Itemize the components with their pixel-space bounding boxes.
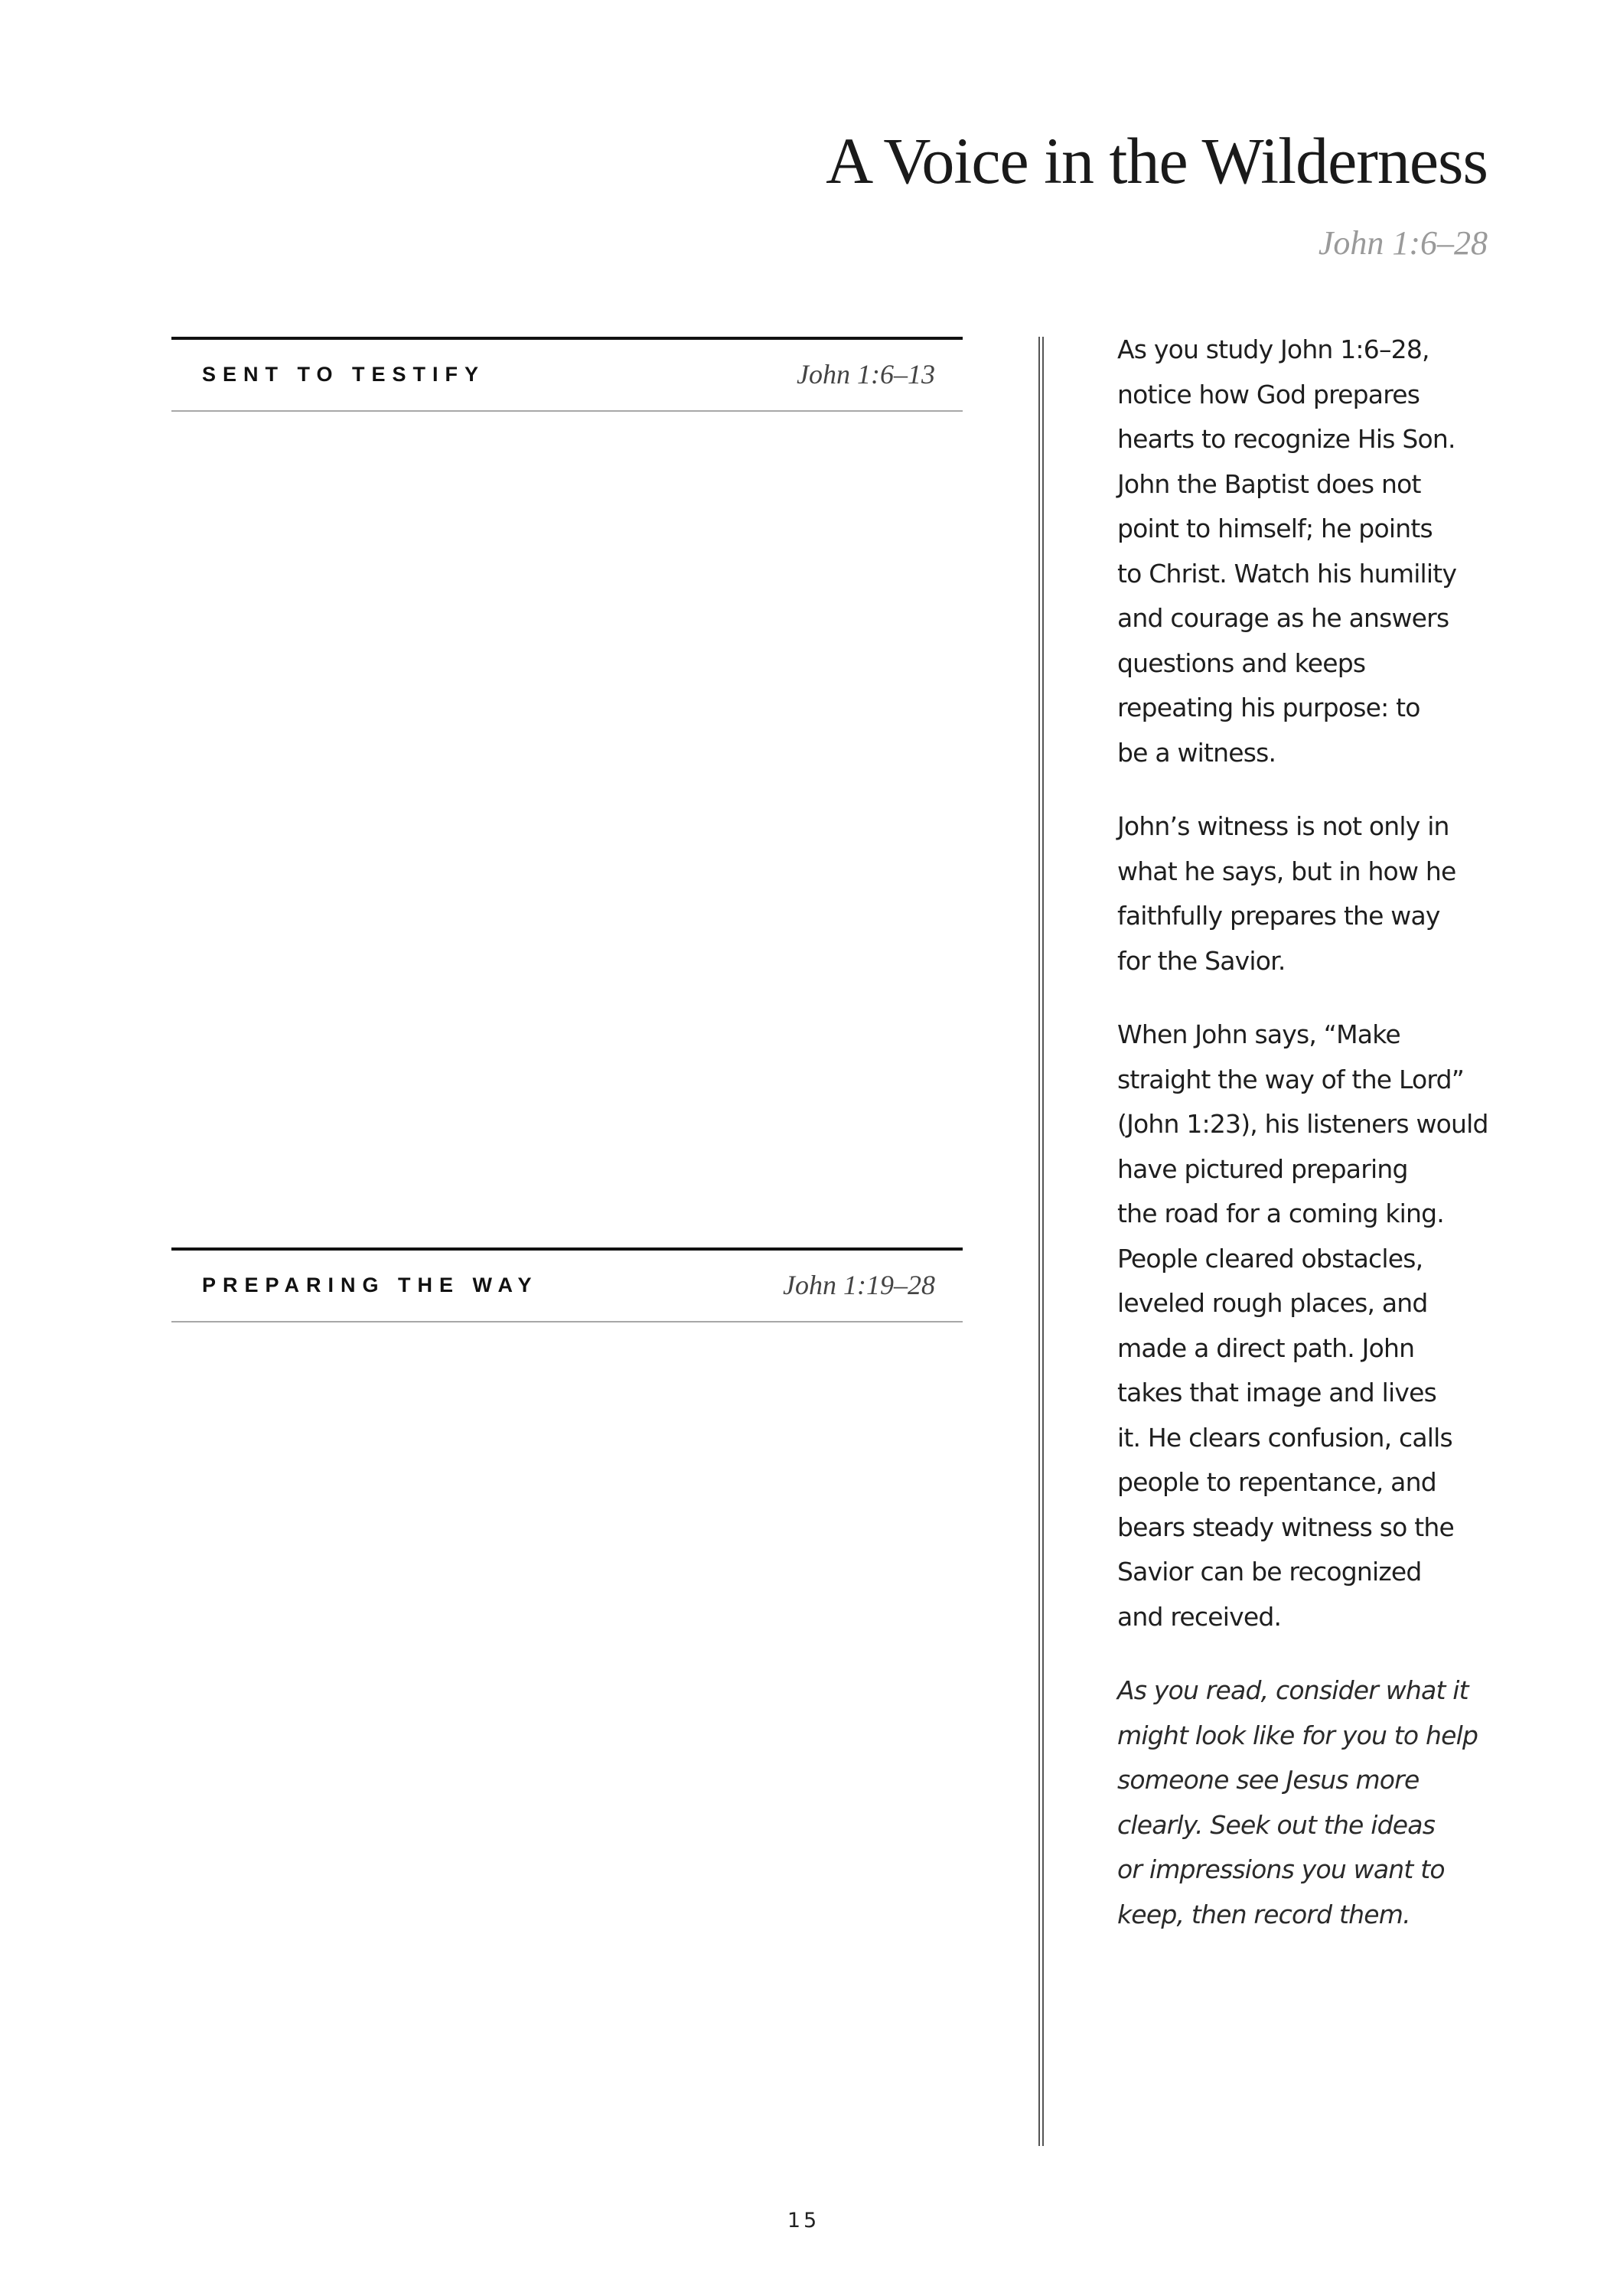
page-reference: John 1:6–28 bbox=[1318, 224, 1488, 262]
study-prompt bbox=[1117, 1668, 1500, 1937]
text-line: takes that image and lives bbox=[1117, 1378, 1436, 1407]
text-line: As you read, consider what it bbox=[1117, 1675, 1468, 1705]
text-line: faithfully prepares the way bbox=[1117, 901, 1440, 931]
text-line: notice how God prepares bbox=[1117, 379, 1420, 409]
text-line: someone see Jesus more bbox=[1117, 1765, 1420, 1795]
text-line: made a direct path. John bbox=[1117, 1332, 1415, 1363]
text-line: the road for a coming king. bbox=[1117, 1199, 1444, 1228]
text-line: straight the way of the Lord” bbox=[1117, 1064, 1465, 1094]
text-line: have pictured preparing bbox=[1117, 1153, 1408, 1184]
text-line: what he says, but in how he bbox=[1117, 856, 1456, 886]
text-line: As you study John 1:6–28, bbox=[1117, 334, 1429, 364]
text-line: Savior can be recognized bbox=[1117, 1557, 1422, 1587]
text-line: point to himself; he points bbox=[1117, 514, 1433, 543]
study-paragraph-3 bbox=[1117, 1013, 1500, 1639]
page-title: A Voice in the Wilderness bbox=[826, 124, 1488, 197]
study-paragraph-1 bbox=[1117, 328, 1500, 775]
text-line: or impressions you want to bbox=[1117, 1854, 1445, 1884]
text-line: people to repentance, and bbox=[1117, 1467, 1436, 1497]
text-line: it. He clears confusion, calls bbox=[1117, 1422, 1452, 1453]
text-line: John the Baptist does not bbox=[1117, 468, 1421, 499]
section-label: PREPARING THE WAY bbox=[202, 1274, 539, 1296]
text-line: hearts to recognize His Son. bbox=[1117, 424, 1455, 454]
text-line: repeating his purpose: to bbox=[1117, 693, 1420, 722]
text-line: keep, then record them. bbox=[1117, 1899, 1410, 1929]
text-line: When John says, “Make bbox=[1117, 1019, 1400, 1049]
page-number: 15 bbox=[787, 2209, 820, 2232]
section-label: SENT TO TESTIFY bbox=[202, 363, 486, 386]
section-reference: John 1:19–28 bbox=[783, 1270, 935, 1300]
text-line: be a witness. bbox=[1117, 737, 1276, 768]
text-line: questions and keeps bbox=[1117, 647, 1366, 678]
text-line: bears steady witness so the bbox=[1117, 1512, 1454, 1542]
text-line: to Christ. Watch his humility bbox=[1117, 558, 1457, 589]
section-sent-to-testify bbox=[171, 337, 963, 412]
text-line: and received. bbox=[1117, 1601, 1282, 1632]
column-divider bbox=[1038, 337, 1044, 2146]
text-line: clearly. Seek out the ideas bbox=[1117, 1809, 1436, 1840]
text-line: (John 1:23), his listeners would bbox=[1117, 1109, 1488, 1139]
text-line: for the Savior. bbox=[1117, 945, 1286, 976]
study-paragraph-2 bbox=[1117, 804, 1500, 983]
section-preparing-the-way bbox=[171, 1247, 963, 1322]
study-notes-column bbox=[1117, 328, 1500, 1966]
text-line: John’s witness is not only in bbox=[1117, 811, 1449, 841]
text-line: leveled rough places, and bbox=[1117, 1288, 1428, 1318]
section-reference: John 1:6–13 bbox=[797, 359, 935, 390]
text-line: and courage as he answers bbox=[1117, 603, 1449, 633]
text-line: People cleared obstacles, bbox=[1117, 1243, 1423, 1274]
text-line: might look like for you to help bbox=[1117, 1720, 1478, 1750]
